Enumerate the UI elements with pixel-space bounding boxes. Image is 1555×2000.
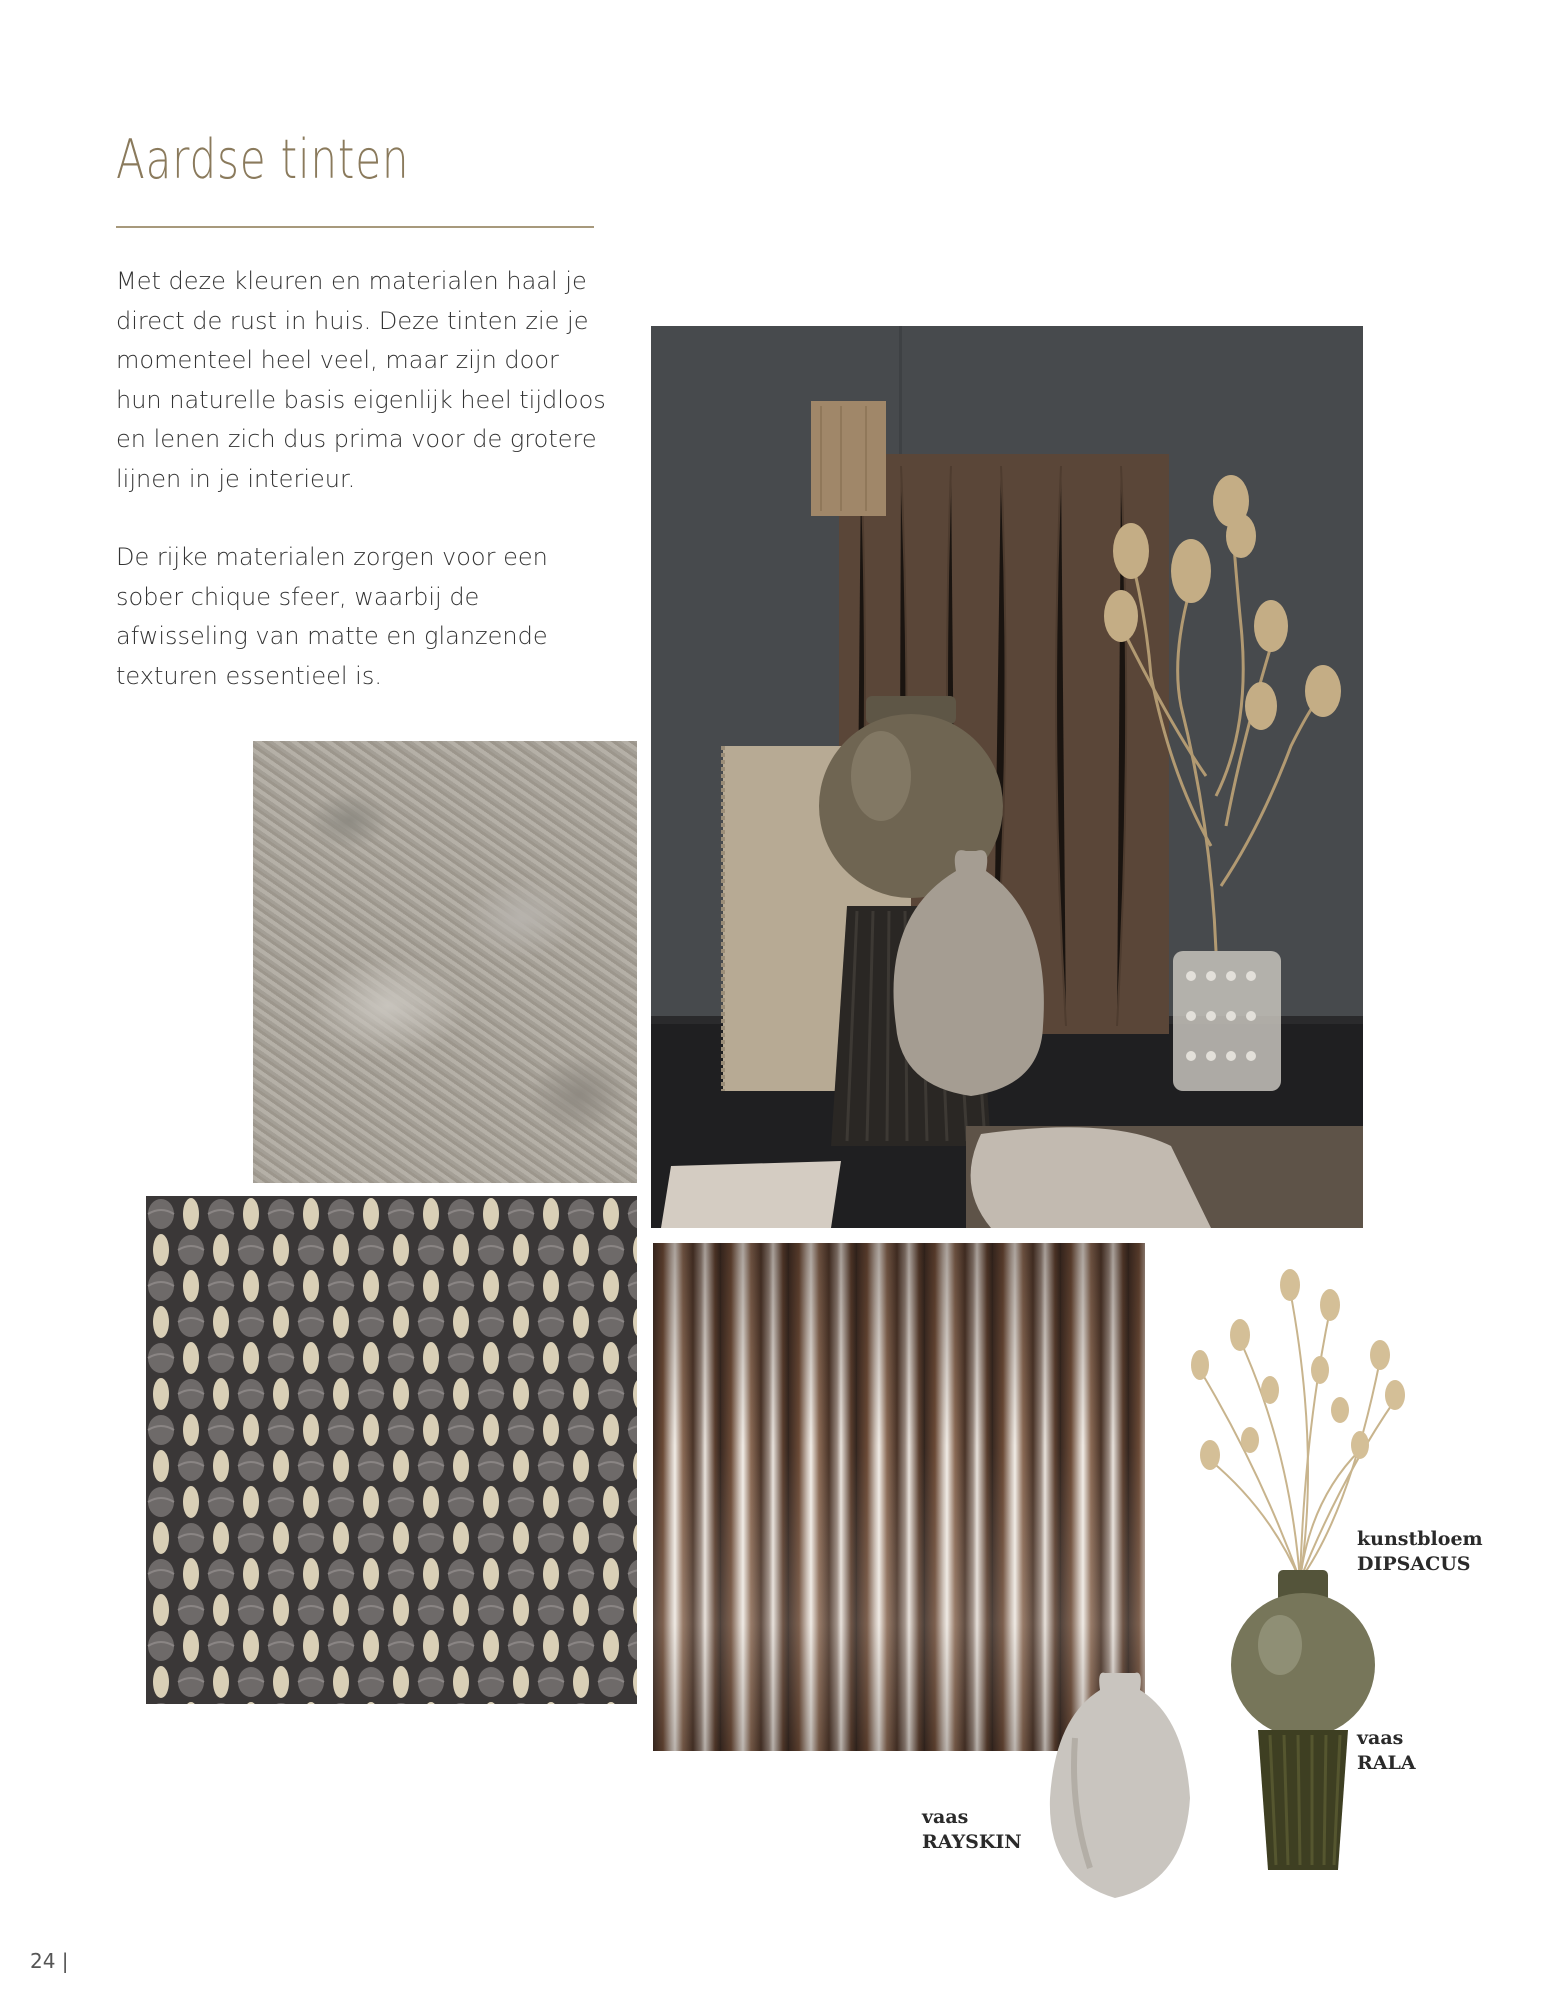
product-label-dipsacus <box>1357 1527 1483 1577</box>
marble-texture-photo <box>253 741 637 1183</box>
product-name: RALA <box>1357 1752 1416 1774</box>
product-name: RAYSKIN <box>922 1831 1022 1853</box>
intro-paragraph-1: Met deze kleuren en materialen haal je direct de rust in huis. Deze tinten zie je momenteel heel veel, maar zijn door hun naturelle basis eigenlijk heel tijdloos en lenen zich dus prima voor de grotere lijnen in je interieur. <box>116 267 606 493</box>
title-divider <box>116 226 594 228</box>
intro-paragraph-2: De rijke materialen zorgen voor een sober chique sfeer, waarbij de afwisseling van matte en glanzende texturen essentieel is. <box>116 543 548 690</box>
product-label-rala <box>1357 1726 1416 1776</box>
product-label-rayskin <box>922 1805 1022 1855</box>
product-type: kunstbloem <box>1357 1528 1483 1550</box>
intro-text <box>116 262 606 735</box>
rayskin-product-image <box>1045 1668 1195 1908</box>
moodboard-photo <box>651 326 1363 1228</box>
page-title: Aardse tinten <box>116 128 410 191</box>
product-type: vaas <box>922 1806 969 1828</box>
product-name: DIPSACUS <box>1357 1553 1471 1575</box>
product-type: vaas <box>1357 1727 1404 1749</box>
page-number: 24 | <box>30 1949 69 1973</box>
woven-texture-photo <box>146 1196 637 1704</box>
